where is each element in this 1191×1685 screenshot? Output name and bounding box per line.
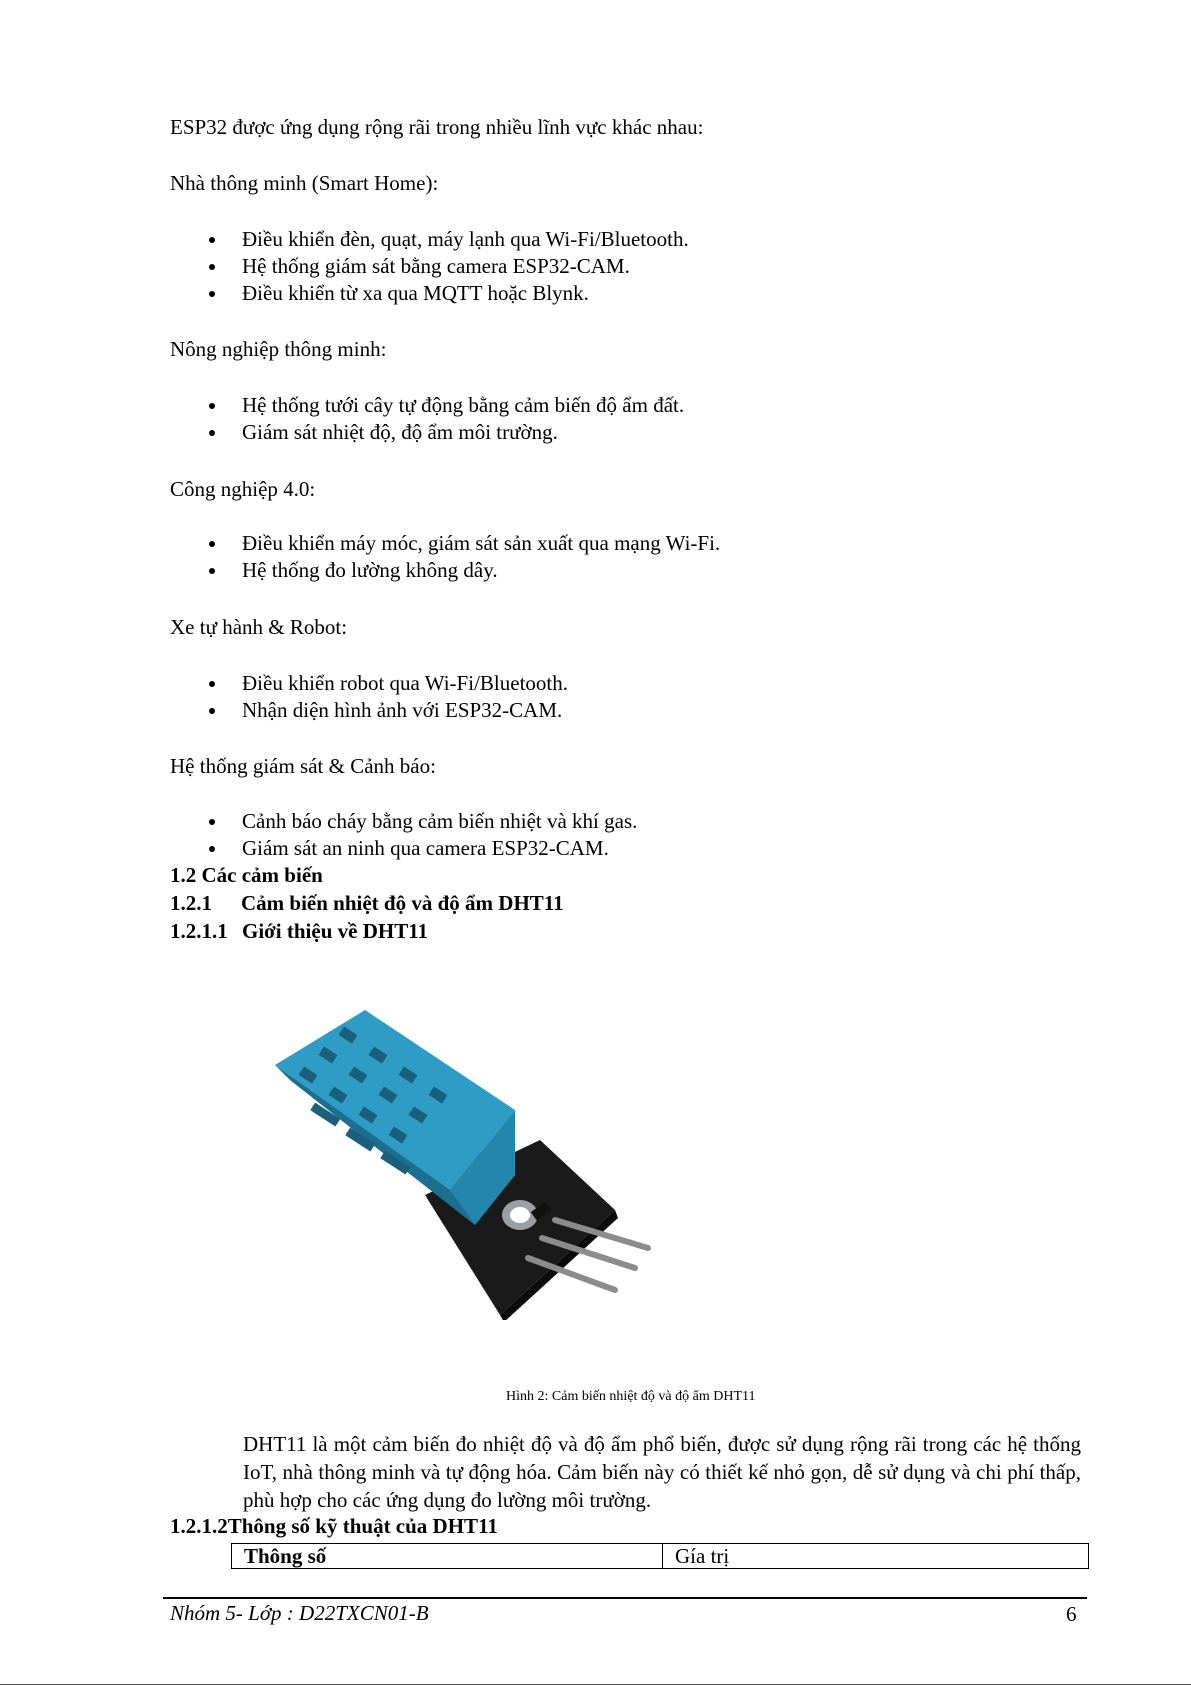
bullet-list-monitoring [205,808,637,862]
heading-number: 1.2.1.1 [170,919,228,943]
intro-text: ESP32 được ứng dụng rộng rãi trong nhiều lĩnh vực khác nhau: [170,115,704,139]
list-item: Hệ thống tưới cây tự động bằng cảm biến độ ẩm đất. [205,392,684,419]
bullet-list-industry [205,530,720,584]
heading-text: Giới thiệu về DHT11 [242,919,429,943]
bullet-list-agriculture [205,392,684,446]
page-number: 6 [1066,1602,1077,1626]
section-title-smart-home: Nhà thông minh (Smart Home): [170,171,439,195]
figure-caption: Hình 2: Cảm biến nhiệt độ và độ ẩm DHT11 [506,1389,756,1404]
list-item: Hệ thống đo lường không dây. [205,557,720,584]
dht11-intro-paragraph: DHT11 là một cảm biến đo nhiệt độ và độ ẩm phổ biến, được sử dụng rộng rãi trong các hệ thống IoT, nhà thông minh và tự động hóa. Cảm biến này có thiết kế nhỏ gọn, dễ sử dụng và chi phí thấp, phù hợp cho các ứng dụng đo lường môi trường. [243,1432,1081,1512]
heading-1-2: 1.2 Các cảm biến [170,863,323,887]
footer-divider [163,1597,1087,1599]
table-row [232,1544,1089,1569]
list-item: Điều khiển đèn, quạt, máy lạnh qua Wi-Fi/Bluetooth. [205,226,689,253]
list-item: Điều khiển máy móc, giám sát sản xuất qua mạng Wi-Fi. [205,530,720,557]
section-title-industry: Công nghiệp 4.0: [170,477,316,501]
list-item: Điều khiển từ xa qua MQTT hoặc Blynk. [205,280,689,307]
list-item: Nhận diện hình ảnh với ESP32-CAM. [205,697,568,724]
dht11-sensor-image [270,1010,670,1320]
list-item: Điều khiển robot qua Wi-Fi/Bluetooth. [205,670,568,697]
table-header-parameter: Thông số [232,1544,663,1569]
bullet-list-robot [205,670,568,724]
list-item: Giám sát an ninh qua camera ESP32-CAM. [205,835,637,862]
section-title-monitoring: Hệ thống giám sát & Cảnh báo: [170,754,436,778]
footer-group: Nhóm 5- Lớp : D22TXCN01-B [170,1601,429,1625]
list-item: Cảnh báo cháy bằng cảm biến nhiệt và khí gas. [205,808,637,835]
list-item: Hệ thống giám sát bằng camera ESP32-CAM. [205,253,689,280]
section-title-agriculture: Nông nghiệp thông minh: [170,337,387,361]
list-item: Giám sát nhiệt độ, độ ẩm môi trường. [205,419,684,446]
table-header-value: Gía trị [663,1544,1089,1569]
heading-text: Cảm biến nhiệt độ và độ ẩm DHT11 [241,891,564,915]
section-title-robot: Xe tự hành & Robot: [170,615,348,639]
heading-1-2-1-2: 1.2.1.2Thông số kỹ thuật của DHT11 [170,1514,498,1538]
heading-1-2-1 [170,890,564,916]
heading-1-2-1-1 [170,918,428,944]
bullet-list-smart-home [205,226,689,307]
spec-table [231,1543,1089,1569]
heading-number: 1.2.1 [170,891,212,915]
